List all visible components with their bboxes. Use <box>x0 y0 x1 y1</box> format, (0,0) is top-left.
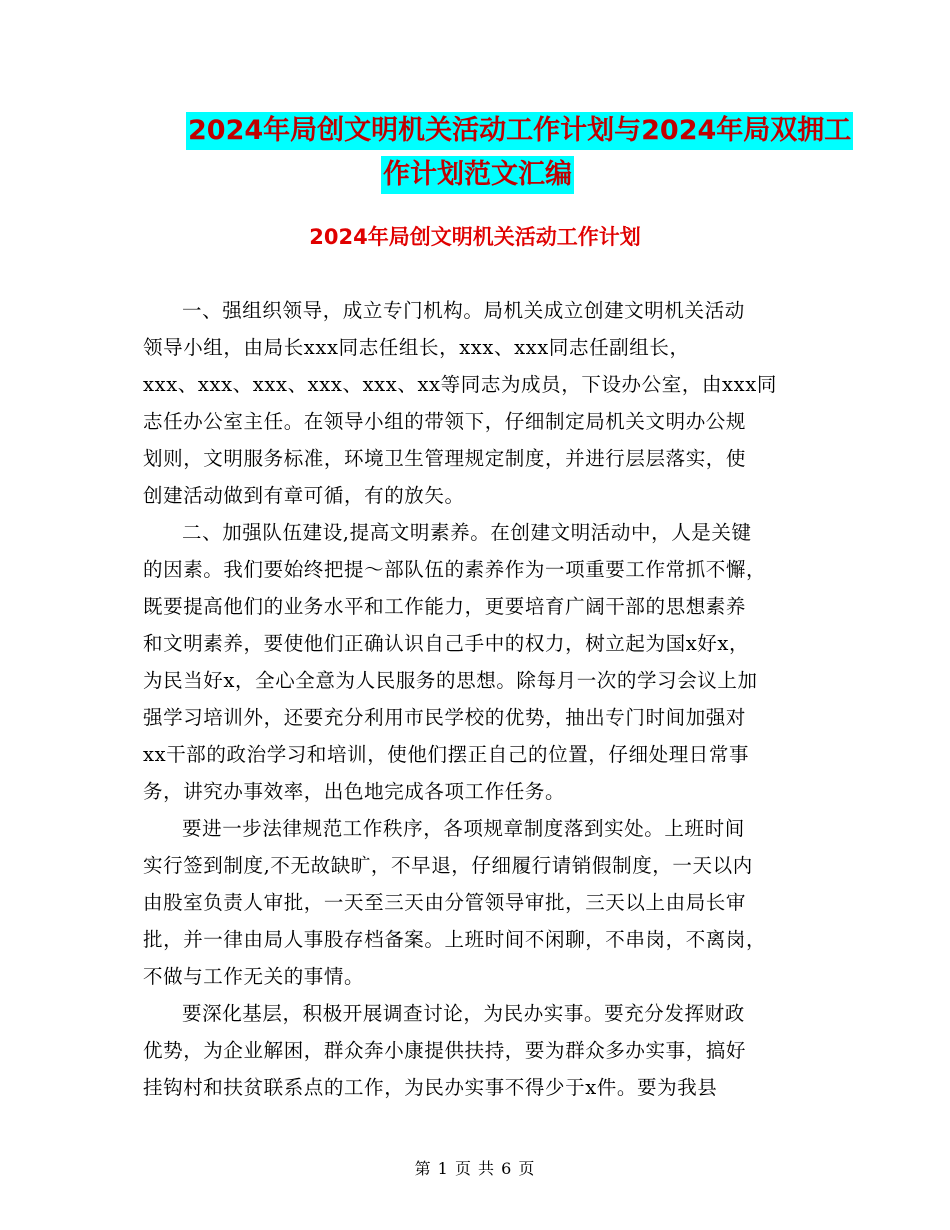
paragraph-line: 要深化基层，积极开展调查讨论，为民办实事。要充分发挥财政 <box>182 1002 745 1025</box>
paragraph-line: 强学习培训外，还要充分利用市民学校的优势，抽出专门时间加强对 <box>143 706 747 729</box>
paragraph-line: 要进一步法律规范工作秩序，各项规章制度落到实处。上班时间 <box>182 817 745 840</box>
page-footer: 第 1 页 共 6 页 <box>414 1159 536 1178</box>
paragraph-line: 划则，文明服务标准，环境卫生管理规定制度，并进行层层落实，使 <box>143 447 747 470</box>
paragraph-line: 既要提高他们的业务水平和工作能力，更要培育广阔干部的思想素养 <box>143 595 747 618</box>
section-heading: 2024年局创文明机关活动工作计划 <box>309 225 641 249</box>
paragraph-line: 实行签到制度,不无故缺旷，不早退，仔细履行请销假制度，一天以内 <box>143 854 753 877</box>
paragraph-line: xx干部的政治学习和培训，使他们摆正自己的位置，仔细处理日常事 <box>143 743 750 766</box>
paragraph-line: 领导小组，由局长xxx同志任组长，xxx、xxx同志任副组长， <box>143 336 690 359</box>
title-line-2: 作计划范文汇编 <box>381 156 574 194</box>
paragraph-line: 不做与工作无关的事情。 <box>143 965 365 988</box>
paragraph-line: 挂钩村和扶贫联系点的工作，为民办实事不得少于x件。要为我县 <box>143 1076 718 1099</box>
paragraph-line: 优势，为企业解困，群众奔小康提供扶持，要为群众多办实事，搞好 <box>143 1039 747 1062</box>
paragraph-line: xxx、xxx、xxx、xxx、xxx、xx等同志为成员，下设办公室，由xxx同 <box>143 373 777 396</box>
title-line-1: 2024年局创文明机关活动工作计划与2024年局双拥工 <box>186 112 853 150</box>
paragraph <box>143 292 808 514</box>
paragraph-line: 的因素。我们要始终把提～部队伍的素养作为一项重要工作常抓不懈， <box>143 558 767 581</box>
paragraph-line: 由股室负责人审批，一天至三天由分管领导审批，三天以上由局长审 <box>143 891 747 914</box>
paragraph-line: 务，讲究办事效率，出色地完成各项工作任务。 <box>143 780 566 803</box>
paragraph-line: 一、强组织领导，成立专门机构。局机关成立创建文明机关活动 <box>182 299 745 322</box>
paragraph <box>143 995 808 1106</box>
paragraph-line: 和文明素养，要使他们正确认识自己手中的权力，树立起为国x好x， <box>143 632 750 655</box>
paragraph-line: 志任办公室主任。在领导小组的带领下，仔细制定局机关文明办公规 <box>143 410 747 433</box>
paragraph-line: 二、加强队伍建设,提高文明素养。在创建文明活动中，人是关键 <box>182 521 752 544</box>
paragraph <box>143 810 808 995</box>
paragraph-line: 批，并一律由局人事股存档备案。上班时间不闲聊，不串岗，不离岗， <box>143 928 767 951</box>
paragraph-line: 为民当好x，全心全意为人民服务的思想。除每月一次的学习会议上加 <box>143 669 758 692</box>
paragraph <box>143 514 808 810</box>
body-text <box>143 292 808 1106</box>
paragraph-line: 创建活动做到有章可循，有的放矢。 <box>143 484 465 507</box>
